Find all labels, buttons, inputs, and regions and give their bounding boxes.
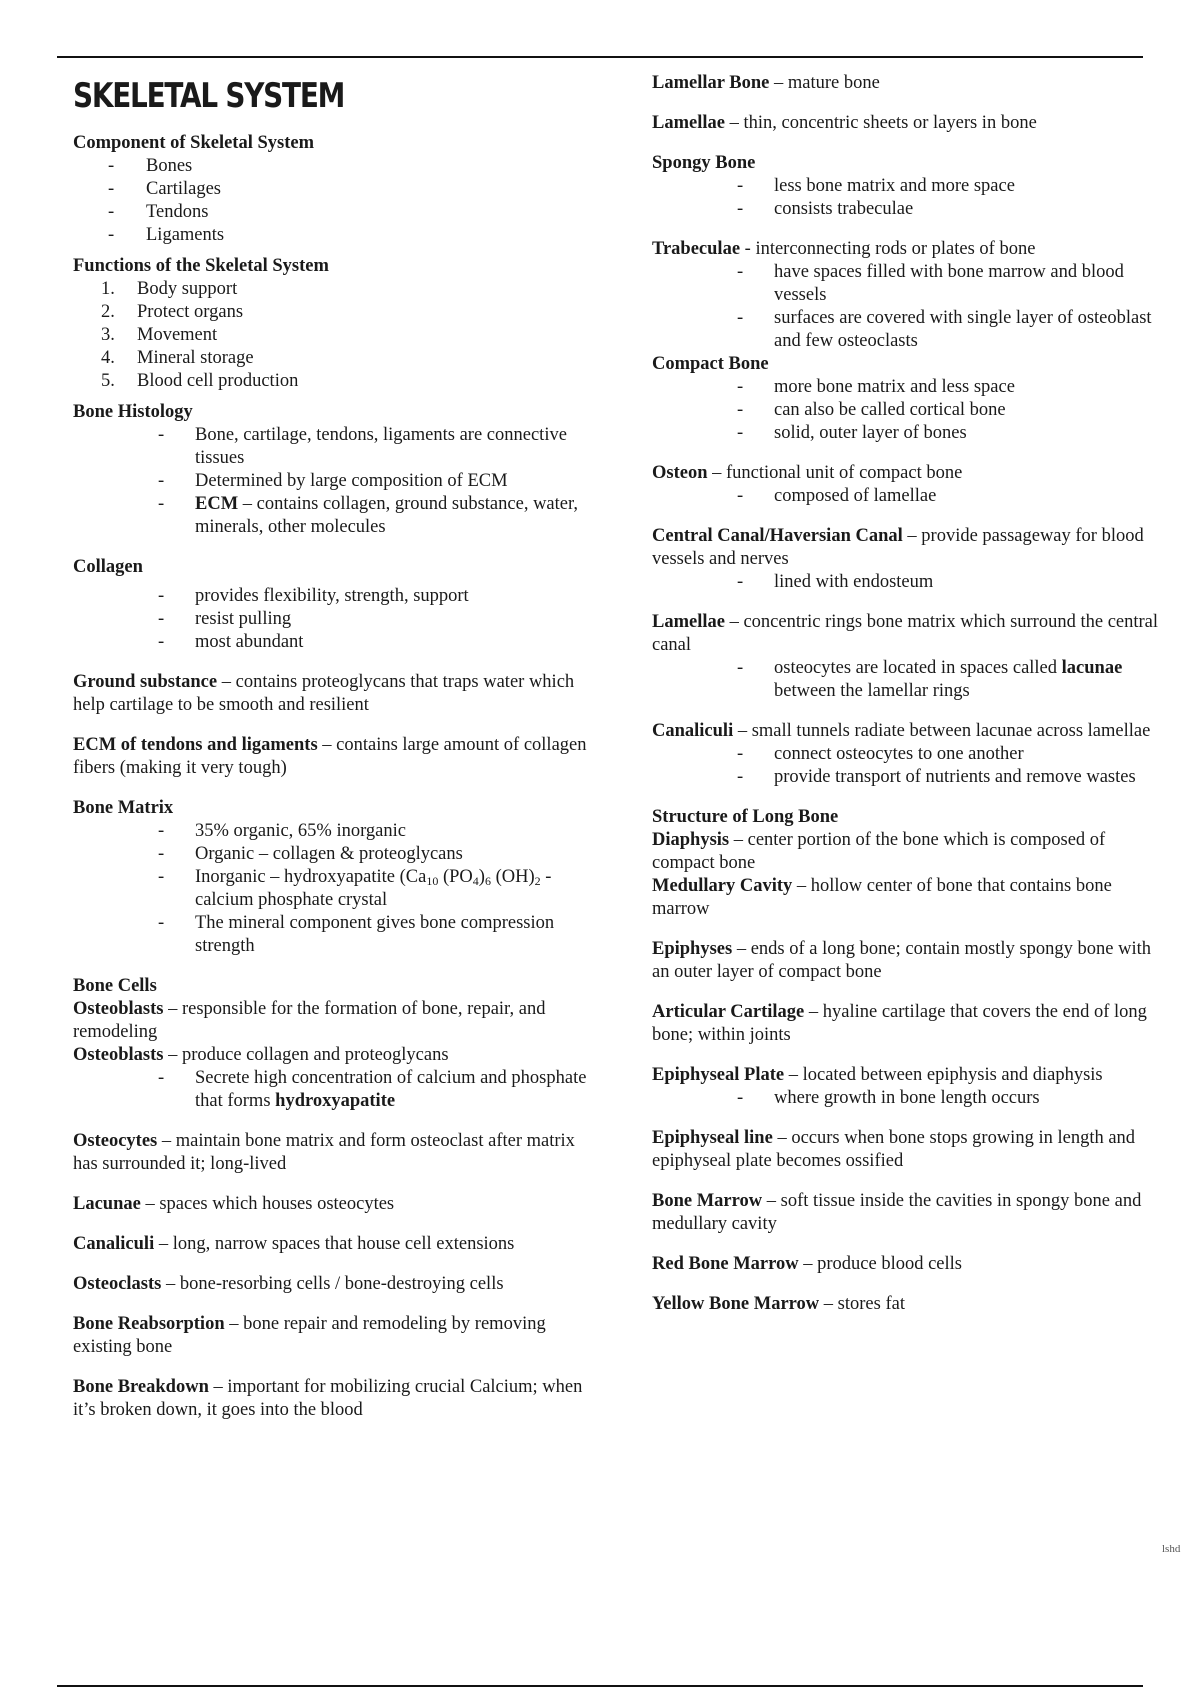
bone-breakdown-entry <box>73 1376 593 1422</box>
spongy-bone-list <box>652 175 1162 221</box>
term: Lamellar Bone <box>652 73 770 93</box>
lamellae-rings-list <box>652 657 1162 703</box>
list-item: - 35% organic, 65% inorganic <box>73 820 593 843</box>
formula-subscript: 6 <box>484 874 491 888</box>
canaliculi-entry <box>652 720 1162 743</box>
definition: - interconnecting rods or plates of bone <box>740 239 1036 259</box>
osteon-section <box>652 462 1162 508</box>
list-item: - provide transport of nutrients and remove wastes <box>652 766 1162 789</box>
list-item: - Bone, cartilage, tendons, ligaments are connective tissues <box>73 424 593 470</box>
bottom-rule <box>57 1685 1143 1687</box>
definition: – responsible for the formation of bone, repair, and remodeling <box>73 999 546 1042</box>
term: ECM of tendons and ligaments <box>73 735 318 755</box>
term: Red Bone Marrow <box>652 1254 799 1274</box>
list-item <box>73 278 593 301</box>
formula-subscript: 2 <box>534 874 541 888</box>
list-number: 1. <box>101 279 115 299</box>
yellow-marrow-entry <box>652 1293 1162 1316</box>
term: Trabeculae <box>652 239 741 259</box>
list-item <box>73 866 593 912</box>
term: Ground substance <box>73 672 218 692</box>
osteoblasts-list <box>73 1067 593 1113</box>
lamellae-entry <box>652 112 1162 135</box>
definition: – small tunnels radiate between lacunae across lamellae <box>733 721 1151 741</box>
bone-matrix-list <box>73 820 593 958</box>
lamellar-bone-entry <box>652 72 1162 95</box>
term: ECM <box>195 494 239 514</box>
definition: – maintain bone matrix and form osteoclast after matrix has surrounded it; long-lived <box>73 1131 575 1174</box>
list-item: - resist pulling <box>73 608 593 631</box>
formula-part: Inorganic – hydroxyapatite (Ca <box>195 867 427 887</box>
list-item <box>73 370 593 393</box>
list-number: 4. <box>101 348 115 368</box>
list-text: osteocytes are located in spaces called <box>774 658 1062 678</box>
definition: – produce blood cells <box>798 1254 962 1274</box>
list-item <box>73 347 593 370</box>
list-item: - where growth in bone length occurs <box>652 1087 1162 1110</box>
list-text: Secrete high concentration of calcium and phosphate that forms <box>195 1068 587 1111</box>
definition: – ends of a long bone; contain mostly spongy bone with an outer layer of compact bone <box>652 939 1151 982</box>
term: Osteoclasts <box>73 1274 162 1294</box>
term: Epiphyseal Plate <box>652 1065 785 1085</box>
term: Articular Cartilage <box>652 1002 805 1022</box>
list-text: between the lamellar rings <box>774 681 970 701</box>
medullary-entry <box>652 875 1162 921</box>
osteoblasts-entry <box>73 998 593 1044</box>
list-text: Body support <box>137 279 238 299</box>
long-bone-heading: Structure of Long Bone <box>652 807 839 827</box>
list-number: 5. <box>101 371 115 391</box>
list-item: - most abundant <box>73 631 593 654</box>
definition: – bone repair and remodeling by removing existing bone <box>73 1314 546 1357</box>
bone-matrix-heading: Bone Matrix <box>73 798 174 818</box>
list-item: - connect osteocytes to one another <box>652 743 1162 766</box>
definition: – occurs when bone stops growing in length and epiphyseal plate becomes ossified <box>652 1128 1136 1171</box>
term: Canaliculi <box>73 1234 155 1254</box>
formula-part: (OH) <box>490 867 535 887</box>
definition: – bone-resorbing cells / bone-destroying cells <box>161 1274 504 1294</box>
list-item: - surfaces are covered with single layer of osteoblast and few osteoclasts <box>652 307 1162 353</box>
page-title: SKELETAL SYSTEM <box>73 76 345 116</box>
bone-cells-heading: Bone Cells <box>73 976 157 996</box>
term: hydroxyapatite <box>275 1091 396 1111</box>
definition: – stores fat <box>819 1294 905 1314</box>
bone-reabsorption-entry <box>73 1313 593 1359</box>
compact-bone-heading: Compact Bone <box>652 354 769 374</box>
list-item <box>73 324 593 347</box>
compact-bone-section <box>652 353 1162 445</box>
collagen-list <box>73 585 593 654</box>
functions-list <box>73 278 593 393</box>
top-rule <box>57 56 1143 58</box>
functions-heading: Functions of the Skeletal System <box>73 256 329 276</box>
spongy-bone-heading: Spongy Bone <box>652 153 756 173</box>
list-item: - more bone matrix and less space <box>652 376 1162 399</box>
list-item: - lined with endosteum <box>652 571 1162 594</box>
formula-part: -calcium phosphate crystal <box>195 867 552 910</box>
footer-mark: lshd <box>1162 1543 1181 1555</box>
central-canal-section <box>652 525 1162 594</box>
compact-bone-list <box>652 376 1162 445</box>
trabeculae-list <box>652 261 1162 353</box>
term: lacunae <box>1061 658 1123 678</box>
term: Osteon <box>652 463 708 483</box>
components-section <box>73 132 593 247</box>
lamellae-rings-section <box>652 611 1162 703</box>
list-text: Mineral storage <box>137 348 254 368</box>
list-item: - Determined by large composition of ECM <box>73 470 593 493</box>
canaliculi-entry <box>73 1233 593 1256</box>
definition: – hollow center of bone that contains bone marrow <box>652 876 1112 919</box>
osteoblasts-entry <box>73 1044 593 1067</box>
list-item <box>652 657 1162 703</box>
list-number: 3. <box>101 325 115 345</box>
list-number: 2. <box>101 302 115 322</box>
lamellae-rings-entry <box>652 611 1162 657</box>
diaphysis-entry <box>652 829 1162 875</box>
list-item: - less bone matrix and more space <box>652 175 1162 198</box>
components-list <box>73 155 593 247</box>
definition: – soft tissue inside the cavities in spongy bone and medullary cavity <box>652 1191 1142 1234</box>
definition: – concentric rings bone matrix which surround the central canal <box>652 612 1159 655</box>
functions-section <box>73 255 593 393</box>
osteon-entry <box>652 462 1162 485</box>
bone-matrix-section <box>73 797 593 958</box>
definition: – contains proteoglycans that traps water which help cartilage to be smooth and resilient <box>73 672 575 715</box>
list-item: - composed of lamellae <box>652 485 1162 508</box>
list-item: - Bones <box>73 155 593 178</box>
canaliculi-section <box>652 720 1162 789</box>
list-item <box>73 301 593 324</box>
list-item <box>73 493 593 539</box>
ground-substance-entry <box>73 671 593 717</box>
formula-subscript: 10 <box>426 874 439 888</box>
list-text: Protect organs <box>137 302 244 322</box>
ecm-tendons-entry <box>73 734 593 780</box>
list-item: - provides flexibility, strength, support <box>73 585 593 608</box>
definition: – provide passageway for blood vessels and nerves <box>652 526 1144 569</box>
term: Epiphyseal line <box>652 1128 773 1148</box>
epiphyseal-line-entry <box>652 1127 1162 1173</box>
term: Canaliculi <box>652 721 734 741</box>
collagen-section <box>73 556 593 654</box>
list-text: Movement <box>137 325 218 345</box>
term: Osteoblasts <box>73 999 164 1019</box>
list-item: - Ligaments <box>73 224 593 247</box>
right-column <box>652 72 1162 1333</box>
term: Bone Marrow <box>652 1191 763 1211</box>
term: Bone Reabsorption <box>73 1314 225 1334</box>
epiphyses-entry <box>652 938 1162 984</box>
definition: – produce collagen and proteoglycans <box>163 1045 449 1065</box>
term: Diaphysis <box>652 830 730 850</box>
list-item: - Cartilages <box>73 178 593 201</box>
term: Osteoblasts <box>73 1045 164 1065</box>
definition: – center portion of the bone which is composed of compact bone <box>652 830 1106 873</box>
left-column <box>73 72 593 1439</box>
bone-marrow-entry <box>652 1190 1162 1236</box>
bone-histology-section <box>73 401 593 539</box>
list-text: Blood cell production <box>137 371 299 391</box>
formula-part: ) <box>478 867 485 887</box>
osteon-list <box>652 485 1162 508</box>
term: Lamellae <box>652 612 725 632</box>
definition: – thin, concentric sheets or layers in bone <box>724 113 1037 133</box>
term: Yellow Bone Marrow <box>652 1294 820 1314</box>
canaliculi-list <box>652 743 1162 789</box>
definition: – important for mobilizing crucial Calcium; when it’s broken down, it goes into the blood <box>73 1377 583 1420</box>
term: Osteocytes <box>73 1131 158 1151</box>
epiphyseal-plate-section <box>652 1064 1162 1110</box>
osteoclasts-entry <box>73 1273 593 1296</box>
osteocytes-entry <box>73 1130 593 1176</box>
definition: – mature bone <box>769 73 880 93</box>
formula-subscript: 4 <box>472 874 479 888</box>
definition: – functional unit of compact bone <box>707 463 963 483</box>
red-marrow-entry <box>652 1253 1162 1276</box>
epiphyseal-plate-list <box>652 1087 1162 1110</box>
definition: – located between epiphysis and diaphysis <box>784 1065 1103 1085</box>
definition: – contains collagen, ground substance, water, minerals, other molecules <box>195 494 579 537</box>
long-bone-section <box>652 806 1162 921</box>
definition: – hyaline cartilage that covers the end of long bone; within joints <box>652 1002 1147 1045</box>
list-item <box>73 1067 593 1113</box>
definition: – long, narrow spaces that house cell extensions <box>154 1234 515 1254</box>
term: Central Canal/Haversian Canal <box>652 526 903 546</box>
term: Bone Breakdown <box>73 1377 209 1397</box>
bone-histology-list <box>73 424 593 539</box>
list-item: - Organic – collagen & proteoglycans <box>73 843 593 866</box>
lacunae-entry <box>73 1193 593 1216</box>
trabeculae-section <box>652 238 1162 353</box>
bone-cells-section <box>73 975 593 1113</box>
central-canal-list <box>652 571 1162 594</box>
term: Lacunae <box>73 1194 141 1214</box>
term: Medullary Cavity <box>652 876 793 896</box>
list-item: - can also be called cortical bone <box>652 399 1162 422</box>
epiphyseal-plate-entry <box>652 1064 1162 1087</box>
term: Epiphyses <box>652 939 733 959</box>
list-item: - solid, outer layer of bones <box>652 422 1162 445</box>
definition: – spaces which houses osteocytes <box>140 1194 395 1214</box>
trabeculae-entry <box>652 238 1162 261</box>
spongy-bone-section <box>652 152 1162 221</box>
bone-histology-heading: Bone Histology <box>73 402 193 422</box>
list-item: - Tendons <box>73 201 593 224</box>
components-heading: Component of Skeletal System <box>73 133 315 153</box>
formula-part: (PO <box>438 867 473 887</box>
list-item: - have spaces filled with bone marrow and blood vessels <box>652 261 1162 307</box>
collagen-heading: Collagen <box>73 557 143 577</box>
definition: – contains large amount of collagen fibers (making it very tough) <box>73 735 587 778</box>
central-canal-entry <box>652 525 1162 571</box>
list-item: - consists trabeculae <box>652 198 1162 221</box>
term: Lamellae <box>652 113 725 133</box>
articular-cartilage-entry <box>652 1001 1162 1047</box>
list-item: - The mineral component gives bone compression strength <box>73 912 593 958</box>
